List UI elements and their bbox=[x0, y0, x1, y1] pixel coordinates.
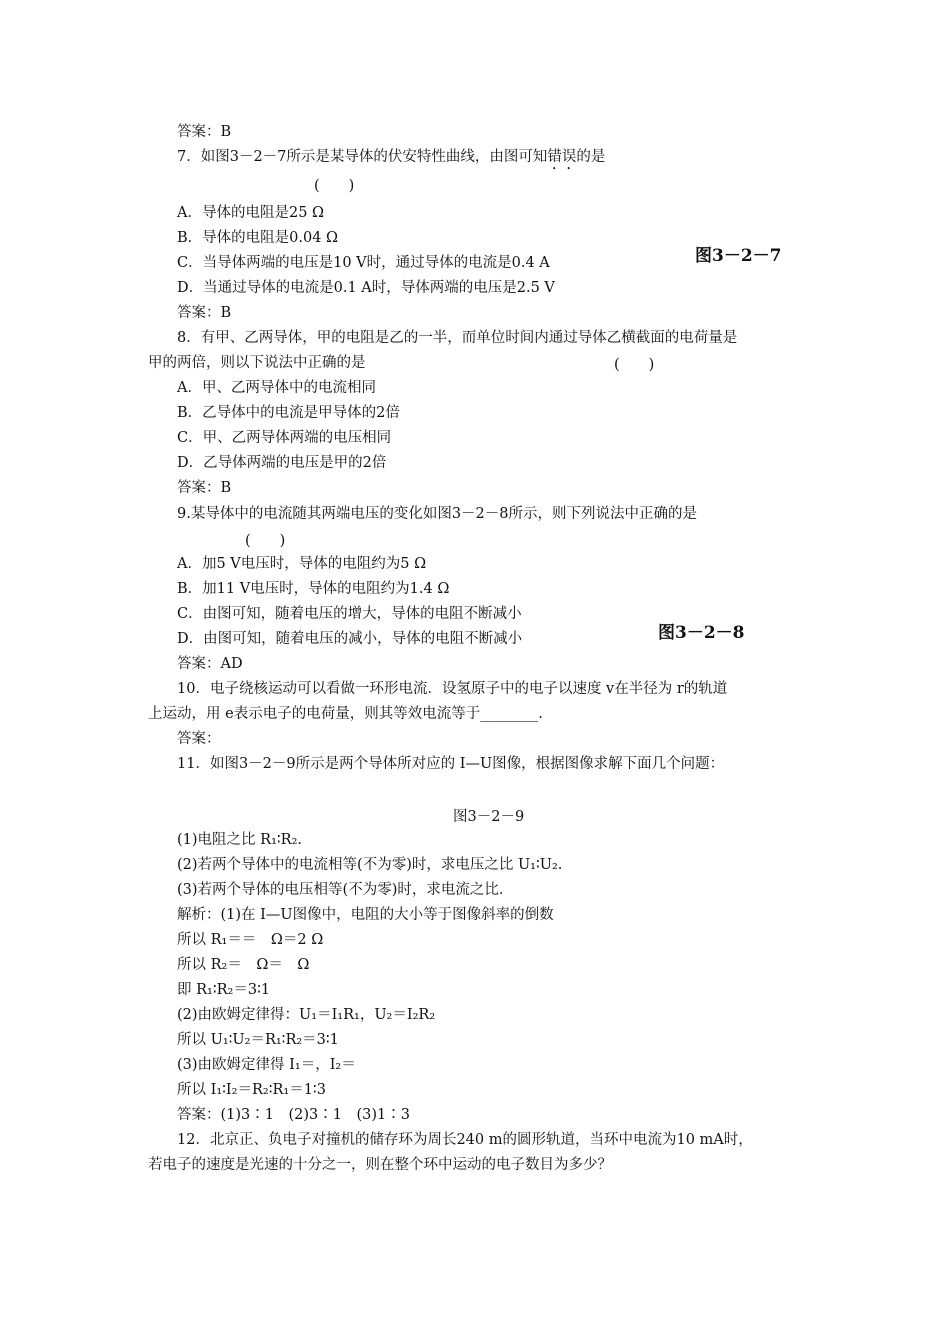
question-11-part3: (3)若两个导体的电压相等(不为零)时，求电流之比． bbox=[177, 882, 514, 898]
solution-line6: 所以 U₁∶U₂＝R₁∶R₂＝3∶1 bbox=[177, 1032, 339, 1048]
answer-6: 答案：B bbox=[177, 124, 232, 140]
solution-line7: (3)由欧姆定律得 I₁＝，I₂＝ bbox=[177, 1057, 356, 1073]
option-9b: B．加11 V电压时，导体的电阻约为1.4 Ω bbox=[177, 581, 450, 597]
question-8-line1: 8．有甲、乙两导体，甲的电阻是乙的一半，而单位时间内通过导体乙横截面的电荷量是 bbox=[177, 330, 738, 346]
solution-line2: 所以 R₁＝＝ Ω＝2 Ω bbox=[177, 932, 324, 948]
question-10-line2: 上运动，用 e表示电子的电荷量，则其等效电流等于________. bbox=[148, 706, 543, 722]
solution-line4: 即 R₁∶R₂＝3∶1 bbox=[177, 982, 271, 998]
question-10-line1: 10．电子绕核运动可以看做一环形电流．设氢原子中的电子以速度 v在半径为 r的轨道 bbox=[177, 681, 728, 697]
solution-line3: 所以 R₂＝ Ω＝ Ω bbox=[177, 957, 310, 973]
question-7-emphasis: 错误 bbox=[547, 149, 577, 165]
figure-label-3-2-7: 图3－2－7 bbox=[695, 246, 782, 266]
answer-7: 答案：B bbox=[177, 305, 232, 321]
question-7-stem: 7．如图3－2－7所示是某导体的伏安特性曲线，由图可知 bbox=[177, 149, 548, 165]
question-8-bracket: ( ) bbox=[614, 357, 655, 373]
question-11: 11．如图3－2－9所示是两个导体所对应的 I—U图像，根据图像求解下面几个问题： bbox=[177, 756, 725, 772]
question-7-stem-end: 的是 bbox=[576, 149, 606, 165]
question-12-line2: 若电子的速度是光速的十分之一，则在整个环中运动的电子数目为多少？ bbox=[148, 1157, 612, 1173]
question-11-part2: (2)若两个导体中的电流相等(不为零)时，求电压之比 U₁∶U₂. bbox=[177, 857, 563, 873]
option-7a: A．导体的电阻是25 Ω bbox=[177, 205, 325, 221]
solution-line1: 解析：(1)在 I—U图像中，电阻的大小等于图像斜率的倒数 bbox=[177, 907, 554, 923]
question-12-line1: 12．北京正、负电子对撞机的储存环为周长240 m的圆形轨道，当环中电流为10 mA时， bbox=[177, 1132, 753, 1148]
answer-11: 答案：(1)3∶1 (2)3∶1 (3)1∶3 bbox=[177, 1107, 410, 1123]
question-9: 9.某导体中的电流随其两端电压的变化如图3－2－8所示，则下列说法中正确的是 bbox=[177, 506, 698, 522]
question-8-line2: 甲的两倍，则以下说法中正确的是 bbox=[148, 355, 366, 371]
answer-8: 答案：B bbox=[177, 480, 232, 496]
option-9d: D．由图可知，随着电压的减小，导体的电阻不断减小 bbox=[177, 631, 523, 647]
option-8d: D．乙导体两端的电压是甲的2倍 bbox=[177, 455, 387, 471]
option-8a: A．甲、乙两导体中的电流相同 bbox=[177, 380, 376, 396]
figure-label-3-2-8: 图3－2－8 bbox=[658, 623, 745, 643]
question-11-part1: (1)电阻之比 R₁∶R₂. bbox=[177, 832, 302, 848]
option-7d: D．当通过导体的电流是0.1 A时，导体两端的电压是2.5 V bbox=[177, 280, 555, 296]
option-7c: C．当导体两端的电压是10 V时，通过导体的电流是0.4 A bbox=[177, 255, 550, 271]
figure-label-3-2-9: 图3－2－9 bbox=[453, 809, 525, 825]
answer-9: 答案：AD bbox=[177, 656, 243, 672]
option-8b: B．乙导体中的电流是甲导体的2倍 bbox=[177, 405, 400, 421]
question-9-bracket: ( ) bbox=[245, 533, 286, 549]
question-7-bracket: ( ) bbox=[314, 178, 355, 194]
option-7b: B．导体的电阻是0.04 Ω bbox=[177, 230, 339, 246]
option-8c: C．甲、乙两导体两端的电压相同 bbox=[177, 430, 392, 446]
option-9c: C．由图可知，随着电压的增大，导体的电阻不断减小 bbox=[177, 606, 522, 622]
option-9a: A．加5 V电压时，导体的电阻约为5 Ω bbox=[177, 556, 427, 572]
solution-line8: 所以 I₁∶I₂＝R₂∶R₁＝1∶3 bbox=[177, 1082, 326, 1098]
solution-line5: (2)由欧姆定律得：U₁＝I₁R₁，U₂＝I₂R₂ bbox=[177, 1007, 436, 1023]
answer-10: 答案： bbox=[177, 731, 221, 747]
question-7 bbox=[177, 147, 605, 173]
